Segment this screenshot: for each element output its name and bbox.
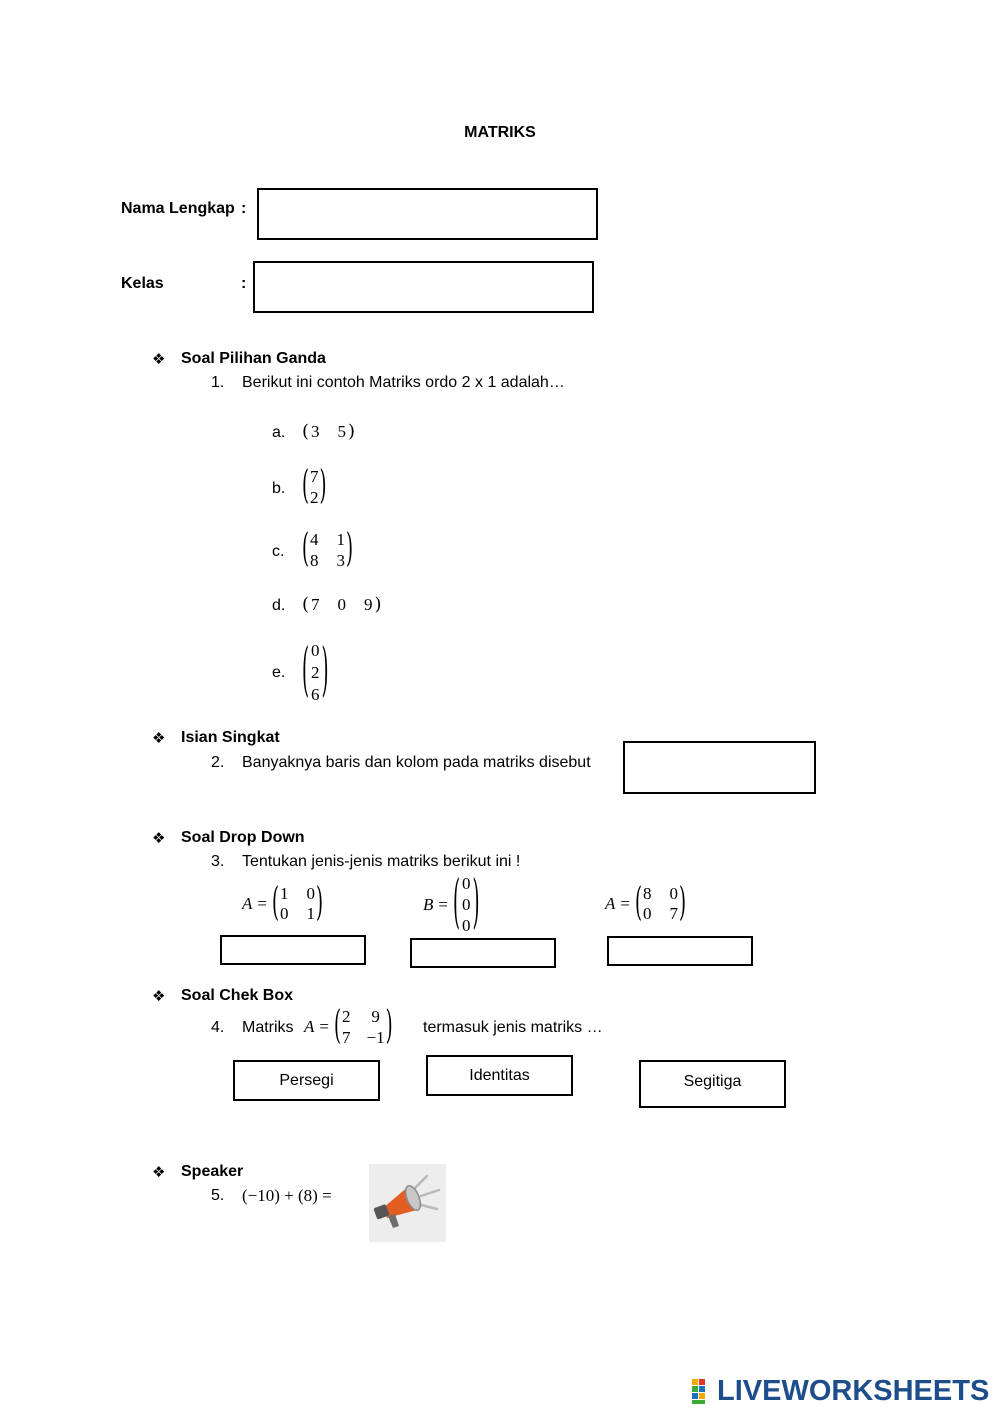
matrix-name: A	[242, 894, 253, 913]
dropdown-matrix-2: B = ( 0 0 0 )	[423, 869, 480, 937]
matrix-cell: 1	[306, 904, 316, 923]
equals-sign: =	[620, 894, 630, 913]
matrix-cell: 0	[643, 904, 652, 923]
matrix-cell: 5	[337, 422, 347, 441]
matrix-name: A	[605, 894, 616, 913]
matrix-cell: 0	[306, 884, 316, 903]
matrix-cell: 2	[311, 663, 320, 682]
diamond-bullet-icon: ❖	[152, 351, 166, 368]
dropdown-matrix-1: A = ( 1 0 0 1 )	[242, 879, 324, 926]
section-heading-check-box: Soal Chek Box	[181, 987, 294, 1004]
matrix-name: B	[423, 894, 434, 914]
matrix-cell: 2	[310, 488, 319, 507]
matrix-cell: 7	[669, 904, 679, 923]
dropdown-select-2[interactable]	[410, 938, 556, 968]
question-prefix-4: Matriks	[242, 1019, 294, 1036]
matrix-cell: −1	[366, 1028, 385, 1047]
option-matrix-c[interactable]: ( 4 1 8 3 )	[302, 525, 354, 572]
option-matrix-a[interactable]: ( 3 5 )	[302, 421, 356, 442]
matrix-cell: 4	[310, 530, 319, 549]
question-number-5: 5.	[211, 1187, 225, 1204]
section-heading-speaker: Speaker	[181, 1163, 244, 1180]
matrix-cell: 9	[371, 1007, 380, 1026]
matrix-cell: 0	[462, 916, 471, 935]
option-letter-b[interactable]: b.	[272, 480, 286, 497]
liveworksheets-brand: LIVEWORKSHEETS	[717, 1375, 990, 1407]
matrix-cell: 0	[311, 641, 320, 660]
question-text-1: Berikut ini contoh Matriks ordo 2 x 1 adalah…	[242, 374, 565, 391]
question-suffix-4: termasuk jenis matriks …	[423, 1019, 603, 1036]
class-colon: :	[241, 275, 247, 292]
class-label: Kelas	[121, 275, 164, 292]
matrix-cell: 7	[310, 467, 319, 486]
section-heading-isian-singkat: Isian Singkat	[181, 729, 280, 746]
short-answer-input[interactable]	[623, 741, 816, 794]
matrix-cell: 0	[337, 595, 347, 614]
matrix-cell: 0	[669, 884, 679, 903]
name-label: Nama Lengkap	[121, 200, 235, 217]
matrix-cell: 8	[310, 551, 319, 570]
section-heading-drop-down: Soal Drop Down	[181, 829, 305, 846]
matrix-cell: 2	[342, 1007, 351, 1026]
question-number-1: 1.	[211, 374, 225, 391]
question-number-3: 3.	[211, 853, 225, 870]
megaphone-icon[interactable]	[369, 1164, 446, 1242]
question-text-2: Banyaknya baris dan kolom pada matriks disebut	[242, 754, 591, 771]
question-number-4: 4.	[211, 1019, 225, 1036]
option-letter-d[interactable]: d.	[272, 597, 286, 614]
page-title: MATRIKS	[464, 124, 536, 141]
checkbox-question-matrix: A = ( 2 9 7 −1 )	[304, 1002, 393, 1049]
matrix-cell: 8	[643, 884, 652, 903]
checkbox-choice-segitiga[interactable]	[639, 1060, 786, 1108]
checkbox-choice-label: Segitiga	[683, 1073, 742, 1090]
matrix-cell: 1	[336, 530, 346, 549]
diamond-bullet-icon: ❖	[152, 730, 166, 747]
option-letter-e[interactable]: e.	[272, 664, 286, 681]
question-text-3: Tentukan jenis-jenis matriks berikut ini !	[242, 853, 521, 870]
diamond-bullet-icon: ❖	[152, 830, 166, 847]
matrix-cell: 3	[311, 422, 320, 441]
class-input[interactable]	[253, 261, 594, 313]
diamond-bullet-icon: ❖	[152, 1164, 166, 1181]
matrix-cell: 3	[336, 551, 346, 570]
matrix-cell: 1	[280, 884, 289, 903]
option-matrix-d[interactable]: ( 7 0 9 )	[302, 594, 382, 615]
name-colon: :	[241, 200, 247, 217]
option-matrix-b[interactable]: ( 7 2 )	[302, 462, 327, 509]
checkbox-choice-persegi[interactable]	[233, 1060, 380, 1101]
liveworksheets-logo-icon	[692, 1379, 714, 1405]
checkbox-choice-label: Identitas	[469, 1067, 530, 1084]
equals-sign: =	[257, 894, 267, 913]
dropdown-select-1[interactable]	[220, 935, 366, 965]
equals-sign: =	[438, 894, 448, 914]
question-number-2: 2.	[211, 754, 225, 771]
matrix-cell: 7	[342, 1028, 351, 1047]
liveworksheets-logo	[692, 1375, 989, 1408]
name-input[interactable]	[257, 188, 598, 240]
diamond-bullet-icon: ❖	[152, 988, 166, 1005]
section-heading-pilihan-ganda: Soal Pilihan Ganda	[181, 350, 326, 367]
speaker-expression: (−10) + (8) =	[242, 1186, 332, 1205]
matrix-cell: 0	[280, 904, 289, 923]
dropdown-select-3[interactable]	[607, 936, 753, 966]
matrix-cell: 0	[462, 895, 471, 914]
matrix-cell: 7	[311, 595, 320, 614]
checkbox-choice-label: Persegi	[279, 1072, 334, 1089]
matrix-name: A	[304, 1017, 315, 1036]
matrix-cell: 6	[311, 685, 320, 704]
option-letter-a[interactable]: a.	[272, 424, 286, 441]
matrix-cell: 9	[364, 595, 373, 614]
dropdown-matrix-3: A = ( 8 0 0 7 )	[605, 879, 687, 926]
equals-sign: =	[319, 1017, 329, 1036]
option-letter-c[interactable]: c.	[272, 543, 285, 560]
option-matrix-e[interactable]: ( 0 2 6 )	[302, 637, 329, 705]
matrix-cell: 0	[462, 874, 471, 893]
checkbox-choice-identitas[interactable]	[426, 1055, 573, 1096]
